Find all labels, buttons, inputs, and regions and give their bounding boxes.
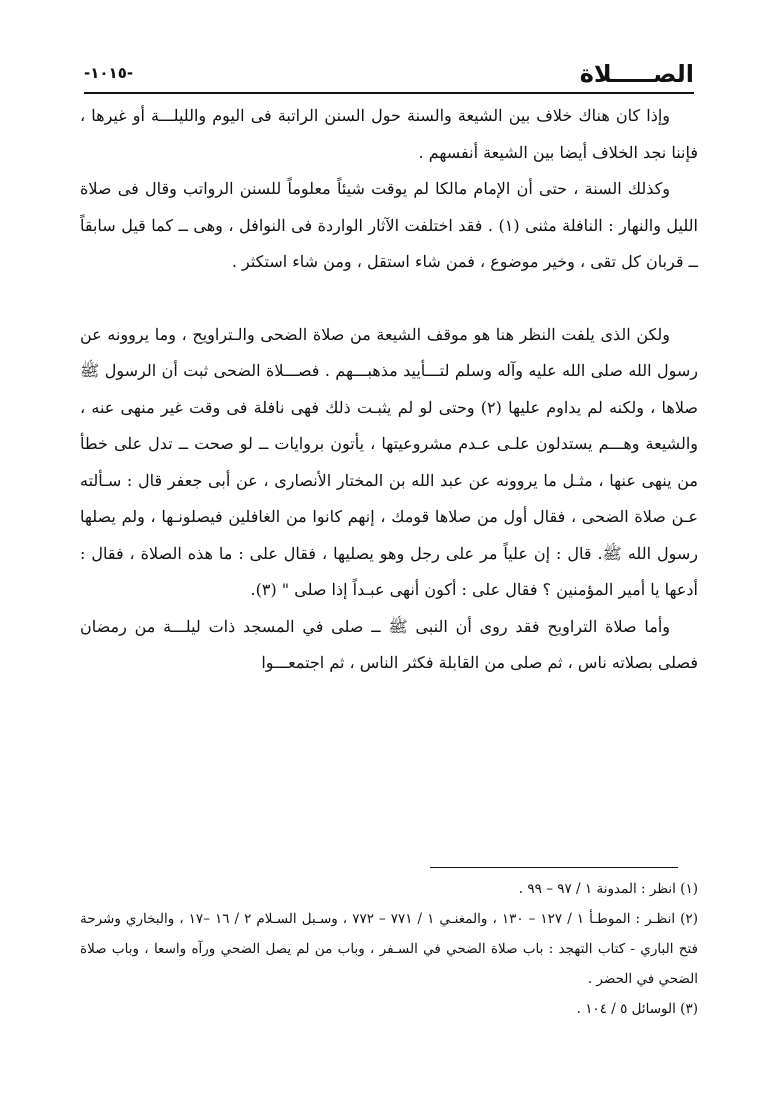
footnotes — [80, 874, 698, 1024]
page-header — [84, 58, 694, 94]
paragraph: ولكن الذى يلفت النظر هنا هو موقف الشيعة من صلاة الضحى والـتراويح ، وما يروونه عن رسول الله صلى الله عليه وآله وسلم لتـــأييد مذهبـــهم . فصـــلاة الضحى ثبت أن الرسول ﷺ صلاها ، ولكنه لم يداوم عليها (٢) وحتى لو لم يثبـت ذلك فهى نافلة فى وقت غير منهى عنه ، والشيعة وهـــم يستدلون علـى عـدم مشروعيتها ، يأتون بروايات ــ لو صحت ــ تدل على خطأ من ينهى عنها ، مثـل ما يروونه عن عبد الله بن المختار الأنصارى ، عن أبى جعفر قال : سـألته عـن صلاة الضحى ، فقال أول من صلاها قومك ، إنهم كانوا من الغافلين فيصلونـها ، ولم يصلها رسول الله ﷺ. قال : إن علياً مر على رجل وهو يصليها ، فقال على : ما هذه الصلاة ، فقال : أدعها يا أمير المؤمنين ؟ فقال على : أكون أنهى عبـداً إذا صلى " (٣). — [80, 324, 699, 599]
footnote: (٣) الوسائل ٥ / ١٠٤ . — [576, 1001, 698, 1017]
footnote-separator — [430, 867, 678, 868]
paragraph: وكذلك السنة ، حتى أن الإمام مالكا لم يوقت شيئاً معلوماً للسنن الرواتب وقال فى صلاة الليل والنهار : النافلة مثنى (١) . فقد اختلفت الآثار الواردة فى النوافل ، وهى ــ كما قيل سابقاً ــ قربان كل تقى ، وخير موضوع ، فمن شاء استقل ، ومن شاء استكثر . — [80, 179, 698, 271]
footnote: (٢) انظـر : الموطـأ ١ / ١٢٧ – ١٣٠ ، والمغنـي ١ / ٧٧١ – ٧٧٢ ، وسـبل السـلام ٢ / ١٦ –١٧ ، والبخاري وشرحة فتح الباري - كتاب التهجد : باب صلاة الضحي في السـفر ، وباب من لم يصل الضحي ورآه واسعا ، وباب صلاة الضحي في الحضر . — [80, 911, 698, 987]
chapter-title: الصـــــلاة — [579, 60, 694, 88]
footnote: (١) انظر : المدونة ١ / ٩٧ – ٩٩ . — [518, 881, 698, 897]
page-number: -١٠١٥- — [84, 64, 134, 82]
paragraph: وإذا كان هناك خلاف بين الشيعة والسنة حول السنن الراتبة فى اليوم والليلـــة أو غيرها ، فإننا نجد الخلاف أيضا بين الشيعة أنفسهم . — [80, 106, 698, 162]
main-text — [80, 98, 698, 682]
paragraph: وأما صلاة التراويح فقد روى أن النبى ﷺ ــ صلى في المسجد ذات ليلـــة من رمضان فصلى بصلاته ناس ، ثم صلى من القابلة فكثر الناس ، ثم اجتمعـــوا — [80, 616, 698, 672]
